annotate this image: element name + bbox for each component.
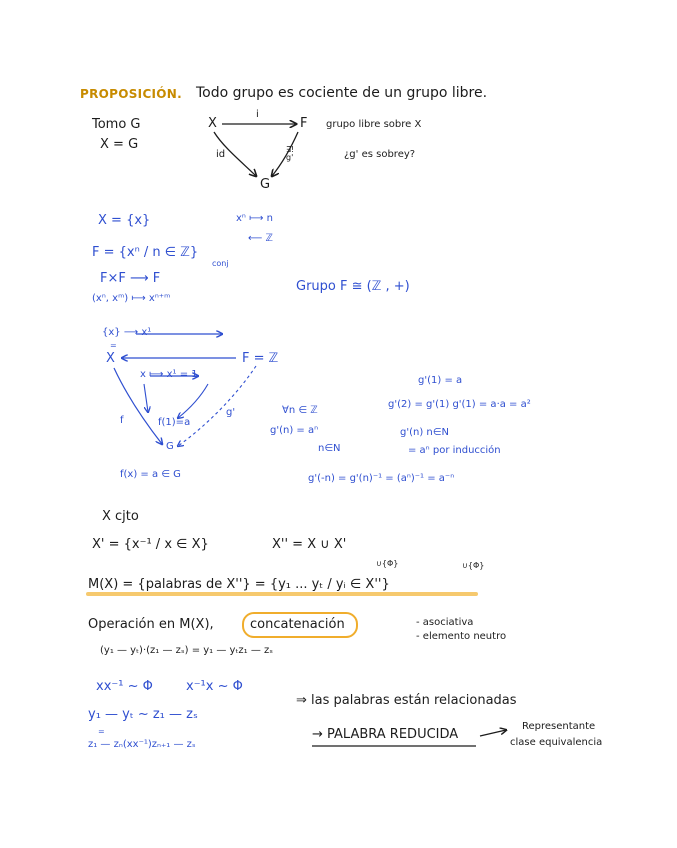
relation-1: xx⁻¹ ~ Φ — [96, 679, 153, 694]
exists-g-label: ∃! g' — [286, 145, 295, 162]
induction-negative: g'(-n) = g'(n)⁻¹ = (aⁿ)⁻¹ = a⁻ⁿ — [308, 473, 455, 484]
neutral-property: - elemento neutro — [416, 631, 507, 642]
induction-gn-an: g'(n) = aⁿ — [270, 425, 319, 436]
mx-definition: M(X) = {palabras de X''} = {y₁ ... yₜ / yᵢ ∈ X''} — [88, 577, 390, 592]
conj-label: conj — [212, 259, 229, 268]
diagram2-equals: = — [110, 341, 117, 350]
concatenation: concatenación — [250, 617, 345, 632]
diagram2-node-x: X — [106, 351, 115, 366]
induction-g2: g'(2) = g'(1) g'(1) = a·a = a² — [388, 399, 531, 410]
arrow-f-to-g — [272, 132, 298, 176]
x-eq-g: X = G — [100, 137, 139, 152]
clase-equivalencia: clase equivalencia — [510, 737, 603, 748]
induction-an: = aⁿ por inducción — [408, 445, 501, 456]
operation-label: Operación en M(X), — [88, 617, 214, 632]
product-map: F×F ⟶ F — [100, 271, 161, 286]
words-related: ⇒ las palabras están relacionadas — [296, 693, 517, 708]
diagram2-node-f: F = ℤ — [242, 351, 279, 366]
id-label: id — [216, 149, 226, 160]
diagram2-x-map: x ⟼ x¹ = 1 — [140, 369, 198, 380]
diagram2-g-prime: g' — [226, 407, 236, 418]
concat-formula: (y₁ — yₜ)·(z₁ — zₛ) = y₁ — yₜz₁ — zₛ — [100, 645, 274, 656]
word-equivalence: y₁ — yₜ ~ z₁ — zₛ — [88, 707, 198, 722]
x-double-prime: X'' = X ∪ X' — [272, 537, 347, 552]
map-xn-n: xⁿ ⟼ n — [236, 213, 273, 224]
diagram2-node-g: G — [166, 441, 174, 452]
map-z-back: ⟵ ℤ — [248, 233, 273, 244]
equiv-equals: = — [98, 727, 105, 736]
representante: Representante — [522, 721, 596, 732]
proposition-title: PROPOSICIÓN. — [80, 87, 183, 101]
arrow-f-to-g2-dotted — [178, 366, 256, 446]
diagram1-node-x: X — [208, 116, 217, 131]
arrow-representante — [480, 730, 506, 736]
relation-2: x⁻¹x ~ Φ — [186, 679, 243, 694]
diagram2-f1a: f(1)=a — [158, 417, 191, 428]
arrow-inner-right — [178, 384, 208, 418]
x-cjto: X cjto — [102, 509, 139, 524]
arrow-x-to-g — [214, 132, 256, 176]
diagram2-f-label: f — [120, 415, 124, 426]
induction-n-in-n: n∈N — [318, 443, 341, 454]
tomo-g: Tomo G — [92, 117, 141, 132]
x-set: X = {x} — [98, 213, 151, 228]
arrow-inner-left — [144, 384, 148, 412]
induction-g1: g'(1) = a — [418, 375, 463, 386]
induction-forall: ∀n ∈ ℤ — [282, 405, 318, 416]
induction-gn-def: g'(n) n∈N — [400, 427, 449, 438]
product-formula: (xⁿ, xᵐ) ⟼ xⁿ⁺ᵐ — [92, 293, 171, 304]
sup-phi-1: ∪{Φ} — [376, 559, 399, 568]
f-set: F = {xⁿ / n ∈ ℤ} — [92, 245, 199, 260]
f-description: grupo libre sobre X — [326, 119, 422, 130]
reduced-word: → PALABRA REDUCIDA — [312, 727, 459, 742]
diagram2-fx: f(x) = a ∈ G — [120, 469, 181, 480]
diagram1-node-f: F — [300, 116, 308, 131]
sup-phi-2: ∪{Φ} — [462, 561, 485, 570]
arrow-x-to-g2 — [114, 368, 162, 444]
diagram1-arrow-i-label: i — [256, 109, 259, 120]
x-prime: X' = {x⁻¹ / x ∈ X} — [92, 537, 209, 552]
word-expansion: z₁ — zₙ(xx⁻¹)zₙ₊₁ — zₛ — [88, 739, 196, 750]
diagram1-node-g: G — [260, 177, 271, 192]
diagram2-top: {x} ⟶ x¹ — [102, 327, 152, 338]
assoc-property: - asociativa — [416, 617, 474, 628]
surjective-question: ¿g' es sobrey? — [344, 149, 416, 160]
proposition-statement: Todo grupo es cociente de un grupo libre. — [196, 85, 488, 101]
group-iso: Grupo F ≅ (ℤ , +) — [296, 279, 410, 294]
